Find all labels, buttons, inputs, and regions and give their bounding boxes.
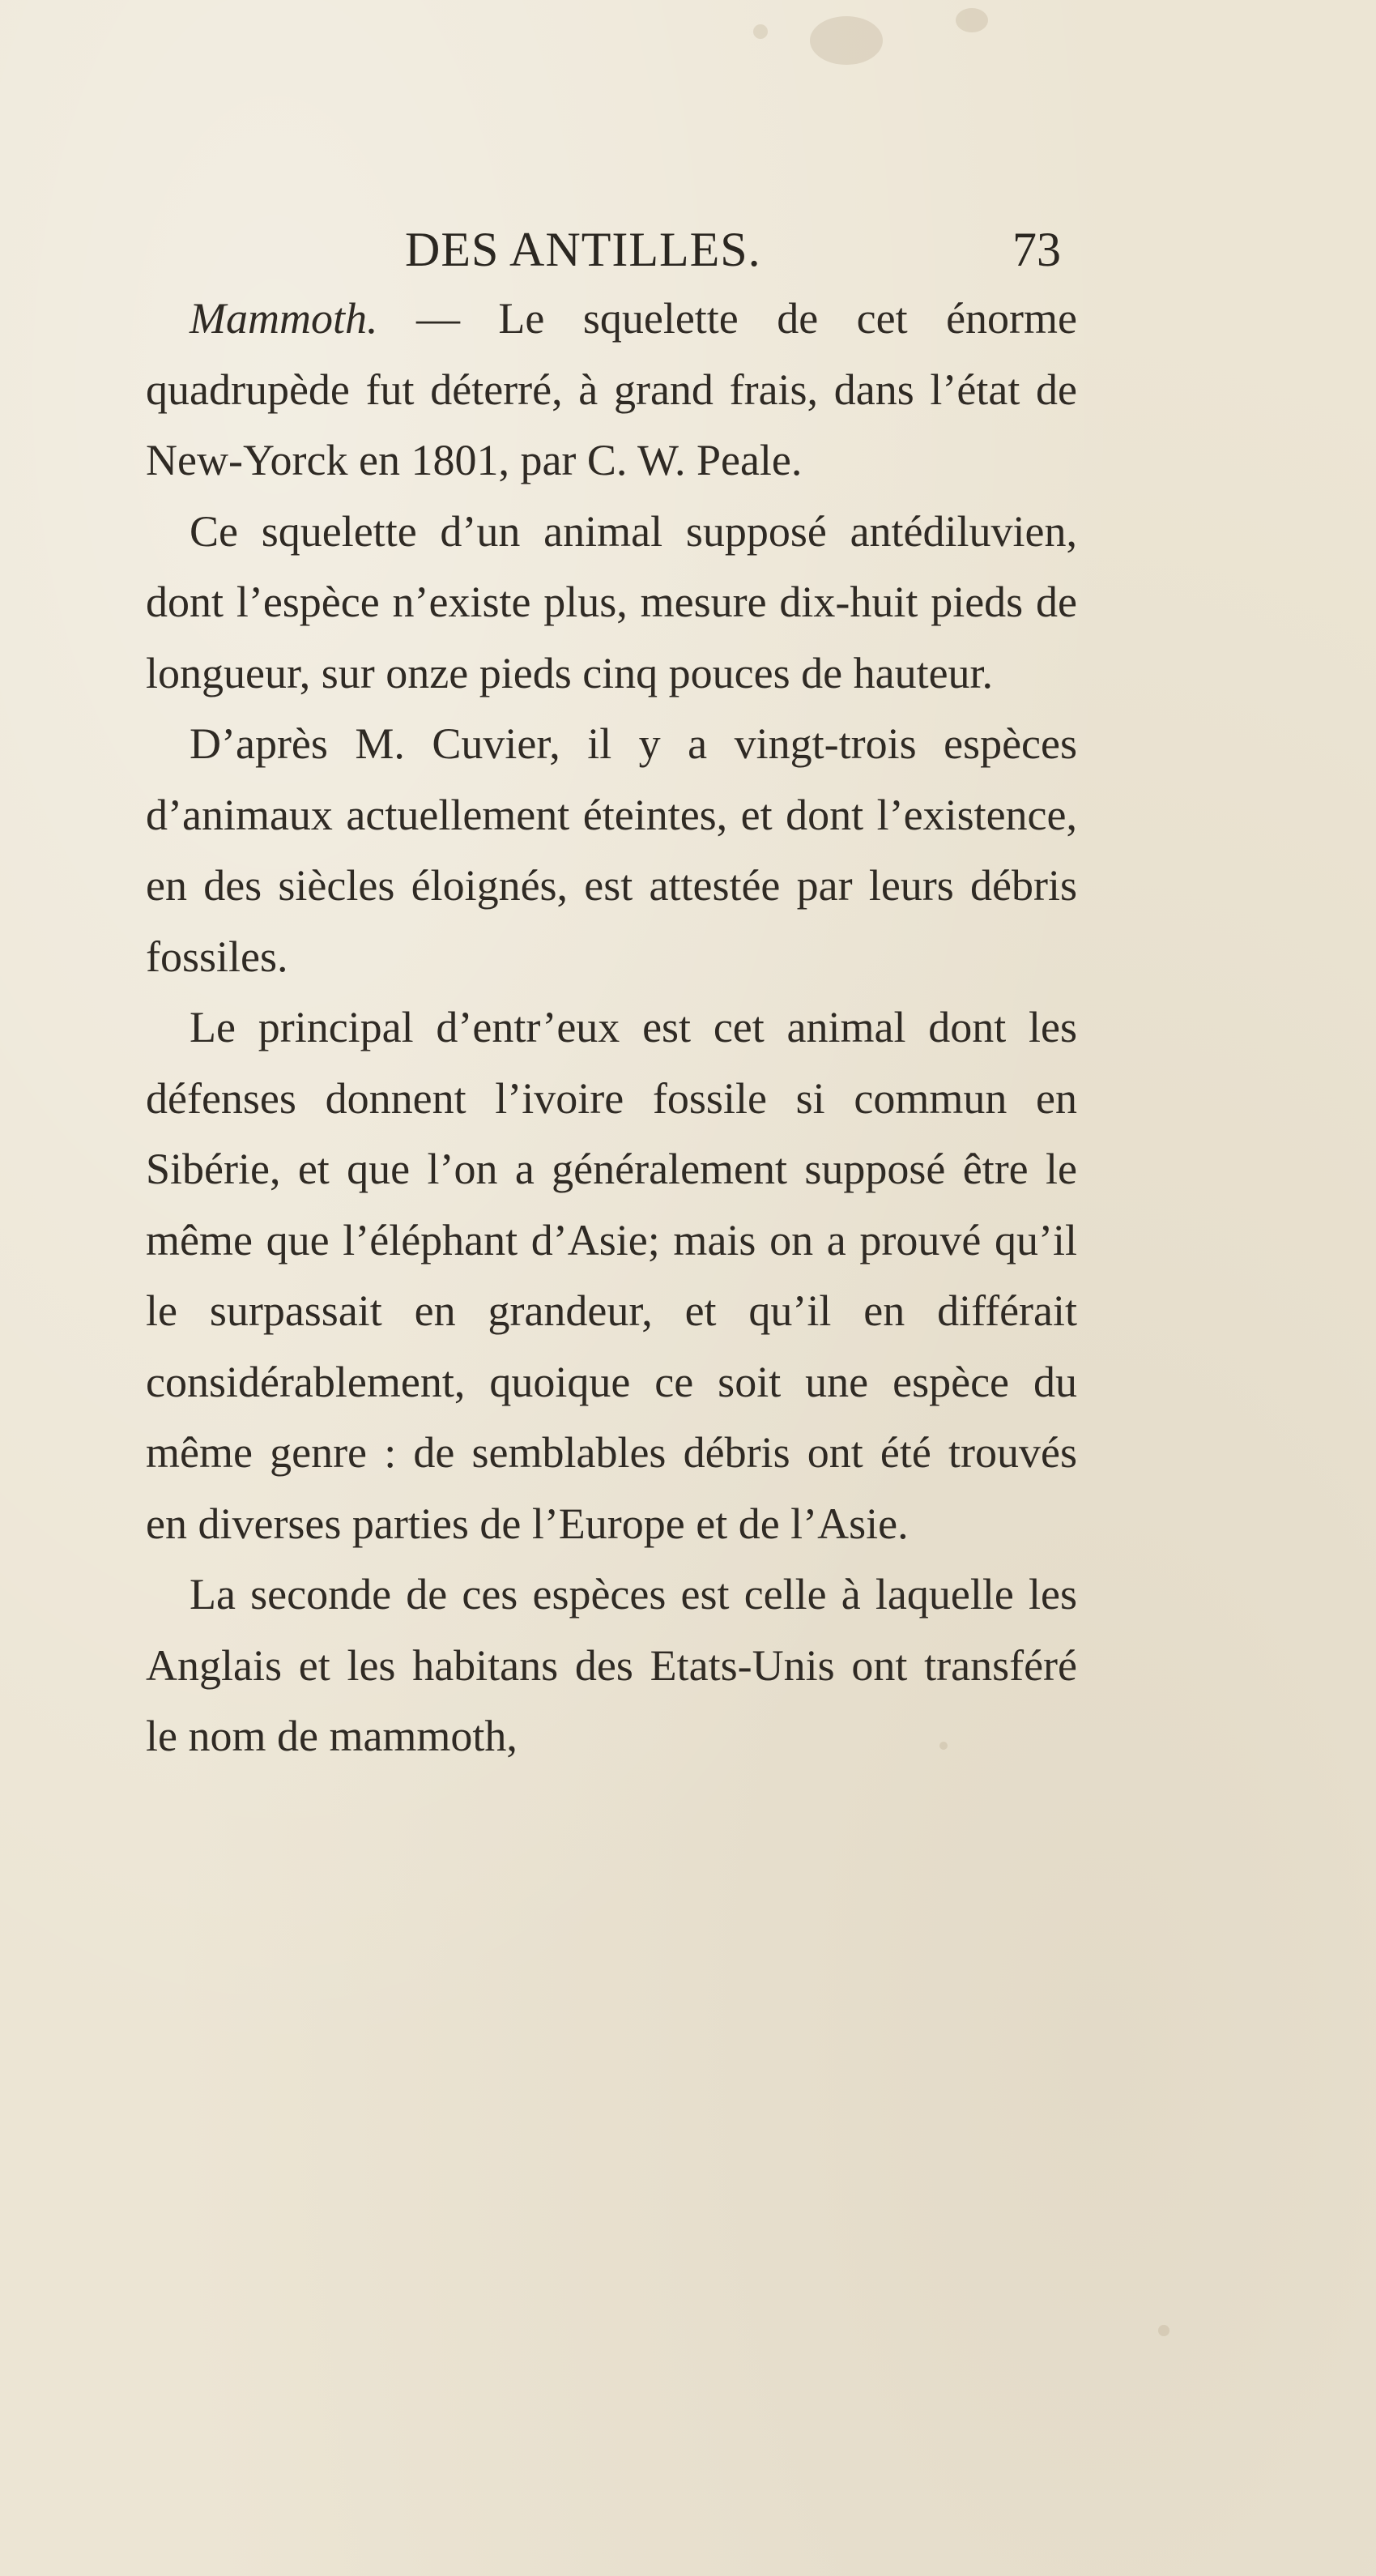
paragraph bbox=[146, 709, 1077, 992]
paragraph-text: Le principal d’entr’eux est cet animal dont les défenses donnent l’ivoire fossile si commun en Sibérie, et que l’on a généralement supposé être le même que l’éléphant d’Asie; mais on a prouvé qu’il le surpassait en grandeur, et qu’il en différait considérablement, quoique ce soit une espèce du même genre : de semblables débris ont été trouvés en diverses parties de l’Europe et de l’Asie. bbox=[146, 1003, 1077, 1548]
paragraph bbox=[146, 992, 1077, 1559]
paragraph bbox=[146, 1559, 1077, 1772]
paragraph-text: — Le squelette de cet énorme quadrupède fut déterré, à grand frais, dans l’état de New-Yorck en 1801, par C. W. Peale. bbox=[146, 294, 1077, 484]
running-title: DES ANTILLES. bbox=[405, 223, 761, 276]
paper-stain bbox=[810, 16, 883, 65]
paper-stain bbox=[753, 24, 768, 39]
body-text bbox=[146, 284, 1077, 1772]
paper-stain bbox=[956, 8, 988, 32]
paragraph-text: D’après M. Cuvier, il y a vingt-trois espèces d’animaux actuellement éteintes, et dont l’existence, en des siècles éloignés, est attestée par leurs débris fossiles. bbox=[146, 719, 1077, 981]
page-number: 73 bbox=[1012, 223, 1061, 276]
paragraph bbox=[146, 284, 1077, 497]
page-header bbox=[0, 217, 1376, 282]
paragraph-lead-term: Mammoth. bbox=[190, 294, 378, 343]
paragraph-text: Ce squelette d’un animal supposé antédiluvien, dont l’espèce n’existe plus, mesure dix-huit pieds de longueur, sur onze pieds cinq pouces de hauteur. bbox=[146, 506, 1077, 697]
paper-stain bbox=[1158, 2325, 1169, 2336]
paragraph-text: La seconde de ces espèces est celle à laquelle les Anglais et les habitans des Etats-Unis ont transféré le nom de mammoth, bbox=[146, 1570, 1077, 1760]
paragraph bbox=[146, 497, 1077, 710]
